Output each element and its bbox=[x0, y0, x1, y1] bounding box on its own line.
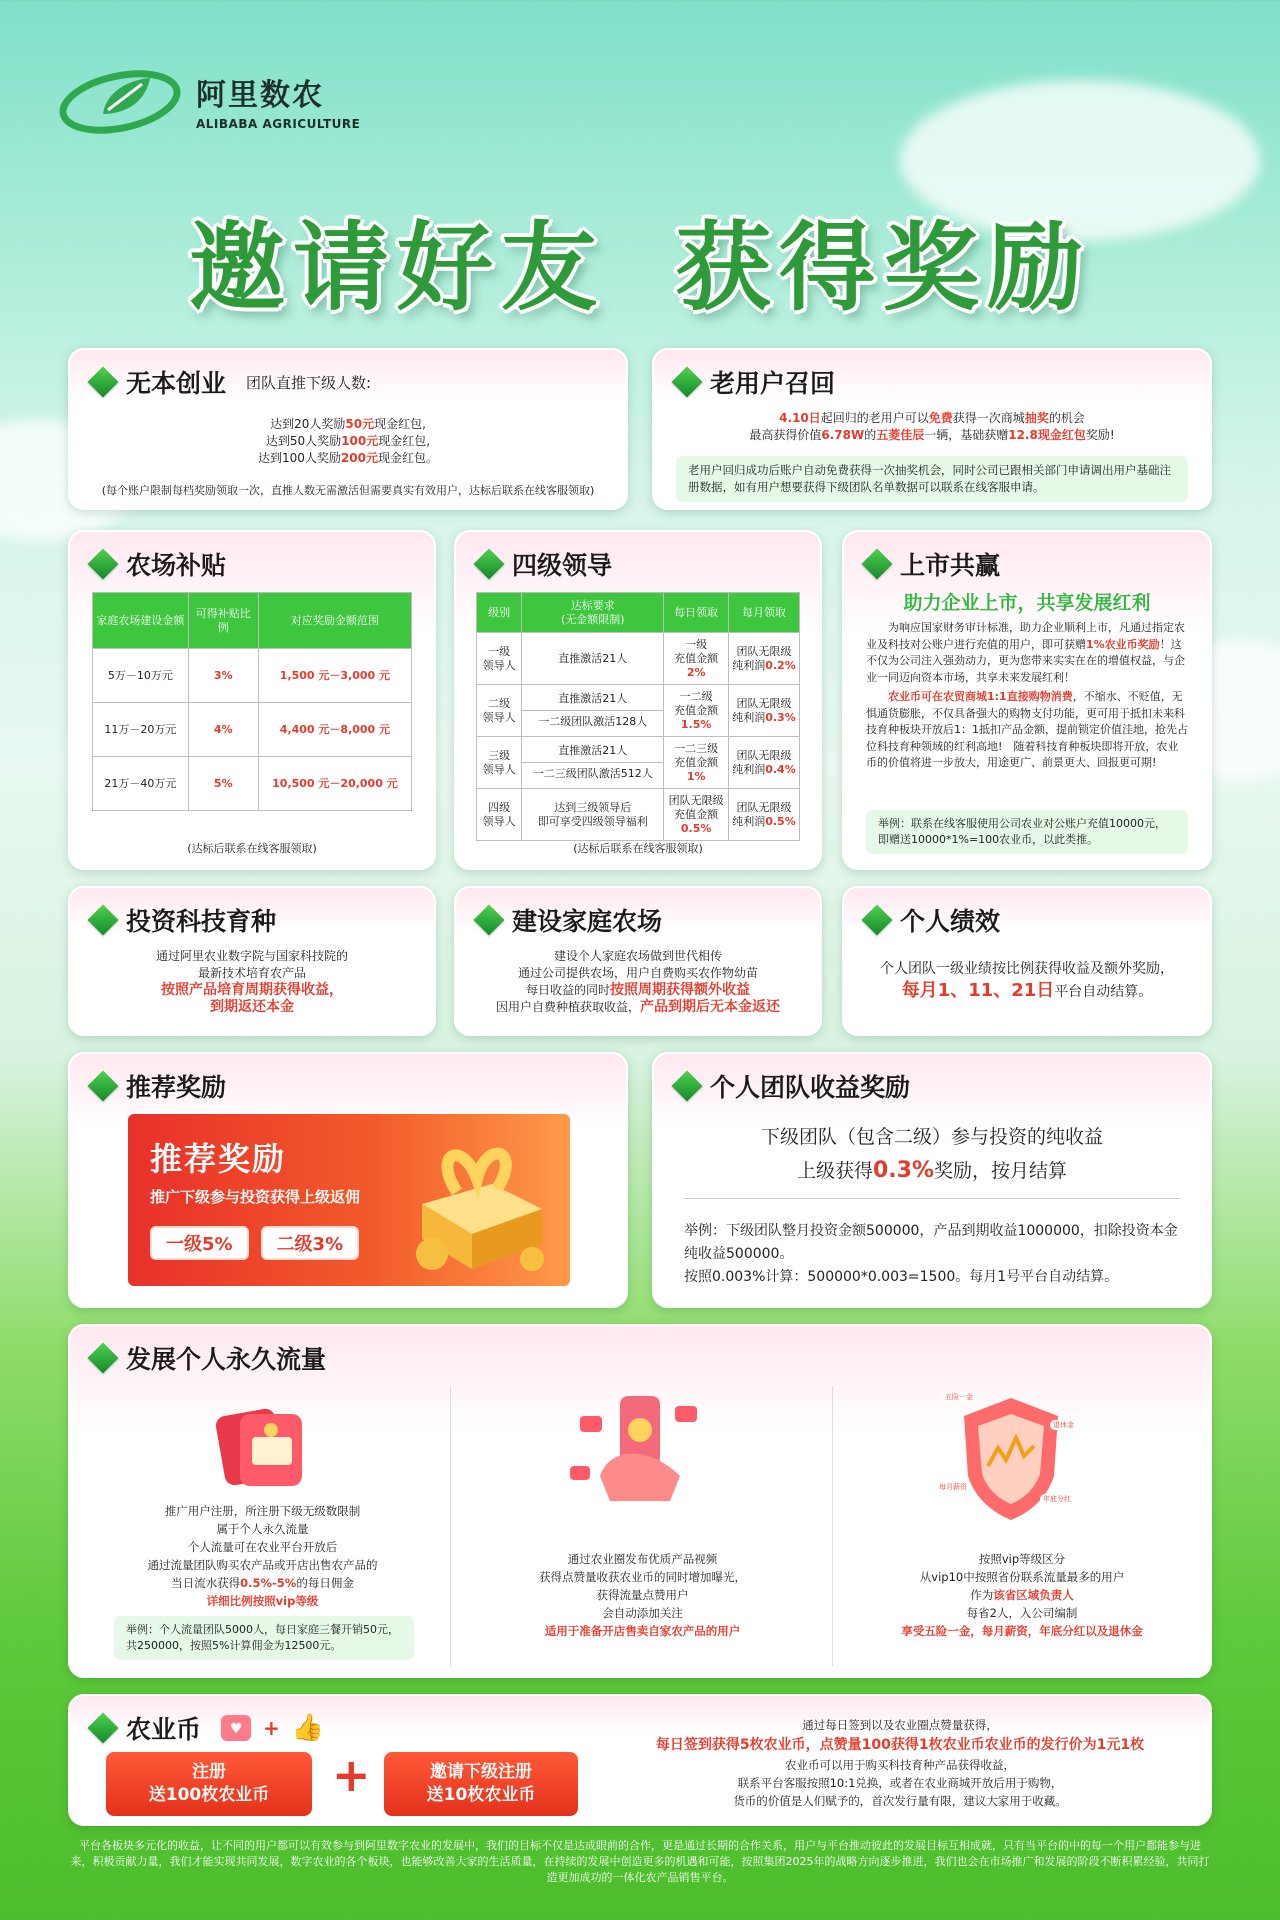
table-row: 四级 领导人 达到三级领导后 即可享受四级领导福利 团队无限级 充值金额0.5% 团队无限级 纯利润0.5% bbox=[477, 789, 800, 841]
table-header: 对应奖励金额范围 bbox=[258, 593, 411, 649]
table-header: 级别 bbox=[477, 593, 522, 633]
shield-tag: 五险一金 bbox=[942, 1392, 976, 1402]
card-tech-breeding bbox=[68, 886, 436, 1036]
headline-right: 获得奖励 bbox=[675, 211, 1091, 324]
card-title: 建设家庭农场 bbox=[478, 902, 662, 938]
phone-like-icon bbox=[570, 1386, 710, 1506]
diamond-icon bbox=[473, 548, 504, 579]
leaf-logo-icon bbox=[58, 62, 186, 138]
diamond-icon bbox=[671, 366, 702, 397]
card-title: 发展个人永久流量 bbox=[92, 1340, 326, 1376]
card-listing-win-win bbox=[842, 530, 1212, 870]
table-header: 每日领取 bbox=[664, 593, 729, 633]
card-note: (达标后联系在线客服领取) bbox=[187, 842, 317, 855]
card-title: 无本创业 团队直推下级人数: bbox=[92, 364, 371, 400]
card-title: 投资科技育种 bbox=[92, 902, 276, 938]
brand-logo bbox=[58, 62, 360, 138]
referral-banner bbox=[128, 1114, 570, 1286]
card-team-income-reward bbox=[652, 1052, 1212, 1308]
traffic-column-1: 推广用户注册，所注册下级无级数限制 属于个人永久流量 个人流量可在农业平台开放后 通过流量团队购买农产品或开店出售农产品的 当日流水获得0.5%-5%的每日佣金 详细比例按照vip等级 bbox=[147, 1504, 378, 1608]
level2-rate-pill: 二级3% bbox=[261, 1226, 360, 1260]
page-headline bbox=[0, 192, 1280, 329]
diamond-icon bbox=[671, 1070, 702, 1101]
subsidy-table bbox=[92, 592, 412, 811]
logo-chinese-name: 阿里数农 bbox=[196, 77, 324, 113]
column-divider bbox=[450, 1386, 451, 1666]
listing-description: 为响应国家财务审计标准，助力企业顺利上市，凡通过指定农业及科技对公账户进行充值的用户，即可获赠1%农业币奖励！这不仅为公司注入强劲动力，更为您带来实实在在的增值权益，与企业一同迈向资本市场，共享未来发展红利！ 农业币可在农贸商城1:1直接购物消费，不缩水、不贬值，无惧通货膨胀，不仅具备强大的购物支付功能，更可用于抵扣未来科技育种板块开放后1：1抵扣产品金额，提前锁定价值洼地，抢先占位科技育种领域的红利高地! 随着科技育种板块即将开放，农业币的价值将进一步放大，用途更广、前景更大、回报更可期! bbox=[866, 621, 1188, 769]
column-divider bbox=[832, 1386, 833, 1666]
register-bonus-button[interactable]: 注册 送100枚农业币 bbox=[106, 1752, 312, 1816]
traffic-column-3: 按照vip等级区分 从vip10中按照省份联系流量最多的用户 作为该省区域负责人 每省2人，入公司编制 享受五险一金，每月薪资，年底分红以及退休金 bbox=[901, 1552, 1143, 1638]
card-family-farm bbox=[454, 886, 822, 1036]
table-header: 家庭农场建设金额 bbox=[93, 593, 189, 649]
table-row: 一级 领导人 直推激活21人 一级 充值金额2% 团队无限级 纯利润0.2% bbox=[477, 633, 800, 685]
level1-rate-pill: 一级5% bbox=[150, 1226, 249, 1260]
table-header: 每月领取 bbox=[728, 593, 799, 633]
gift-box-icon bbox=[402, 1134, 552, 1274]
card-referral-reward bbox=[68, 1052, 628, 1308]
banner-subtitle: 推广下级参与投资获得上级返佣 bbox=[150, 1188, 361, 1206]
divider bbox=[684, 1198, 1180, 1199]
card-note: (每个账户限制每档奖励领取一次，直推人数无需激活但需要真实有效用户，达标后联系在线客服领取) bbox=[101, 484, 595, 497]
banner-title: 推荐奖励 bbox=[150, 1140, 287, 1178]
info-box: 举例：个人流量团队5000人，每日家庭三餐开销50元，共250000，按照5%计算佣金为12500元。 bbox=[114, 1616, 414, 1660]
card-permanent-traffic bbox=[68, 1324, 1212, 1678]
table-row: 21万－40万元 5% 10,500 元－20,000 元 bbox=[93, 757, 412, 811]
table-row: 二级 领导人 直推激活21人 一二级团队激活128人 一二级 充值金额1.5% 团队无限级 纯利润0.3% bbox=[477, 685, 800, 737]
card-title: 农场补贴 bbox=[92, 546, 226, 582]
footer-text: 平台各板块多元化的收益，让不同的用户都可以有效参与到阿里数字农业的发展中，我们的目标不仅是达成眼前的合作，更是通过长期的合作关系，用户与平台推动彼此的发展目标互相成就，只有当平台的中的每一个用户都能参与进来，积极贡献力量，我们才能实现共同发展，数字农业的各个板块，也能够改善大家的生活质量，在持续的发展中创造更多的机遇和可能，按照集团2025年的战略方向逐步推进，我们也会在市场推广和发展的阶段不断积累经验，共同打造更加成功的一体化农产品销售平台。 bbox=[70, 1839, 1210, 1884]
agri-coin-description: 通过每日签到以及农业圈点赞量获得， 每日签到获得5枚农业币，点赞量100获得1枚农业币农业币的发行价为1元1枚 农业币可以用于购买科技育种产品获得收益， 联系平台客服按照10:1兑换，或者在农业商城开放后用于购物， 货币的价值是人们赋予的，首次发行量有限，建议大家用于收藏。 bbox=[655, 1718, 1145, 1808]
headline-left: 邀请好友 bbox=[189, 211, 605, 324]
card-title: 推荐奖励 bbox=[92, 1068, 226, 1104]
card-title: 个人团队收益奖励 bbox=[676, 1068, 910, 1104]
table-row: 11万－20万元 4% 4,400 元－8,000 元 bbox=[93, 703, 412, 757]
plus-icon: + bbox=[263, 1716, 280, 1740]
thumbs-up-icon: 👍 bbox=[291, 1713, 325, 1743]
info-box: 举例：联系在线客服使用公司农业对公账户充值10000元，即赠送10000*1%=100农业币，以此类推。 bbox=[866, 810, 1188, 854]
diamond-icon bbox=[87, 1712, 118, 1743]
example-text: 举例：下级团队整月投资金额500000，产品到期收益1000000，扣除投资本金纯收益500000。 按照0.003%计算：500000*0.003=1500。每月1号平台自动结算。 bbox=[684, 1223, 1178, 1285]
leader-table bbox=[476, 592, 800, 841]
recall-offer: 4.10日起回归的老用户可以免费获得一次商城抽奖的机会 最高获得价值6.78W的五菱佳辰一辆，基础获赠12.8现金红包奖励! bbox=[749, 411, 1115, 442]
table-row: 5万－10万元 3% 1,500 元－3,000 元 bbox=[93, 649, 412, 703]
card-no-capital-startup bbox=[68, 348, 628, 510]
card-title: 老用户召回 bbox=[676, 364, 835, 400]
shield-tag: 退休金 bbox=[1050, 1420, 1077, 1430]
table-header: 达标要求 (无金额限制) bbox=[522, 593, 664, 633]
card-subtitle: 助力企业上市，共享发展红利 bbox=[903, 592, 1151, 614]
card-agri-coin bbox=[68, 1694, 1212, 1826]
reward-tiers: 达到20人奖励50元现金红包, 达到50人奖励100元现金红包, 达到100人奖励200元现金红包。 bbox=[258, 417, 438, 465]
diamond-icon bbox=[87, 904, 118, 935]
table-row: 三级 领导人 直推激活21人 一二三级团队激活512人 一二三级 充值金额1% 团队无限级 纯利润0.4% bbox=[477, 737, 800, 789]
traffic-column-2: 通过农业圈发布优质产品视频 获得点赞量收获农业币的同时增加曝光， 获得流量点赞用户 会自动添加关注 适用于准备开店售卖自家农产品的用户 bbox=[539, 1552, 746, 1638]
card-title: 四级领导 bbox=[478, 546, 612, 582]
card-subtitle: 团队直推下级人数: bbox=[246, 373, 372, 392]
card-farm-subsidy bbox=[68, 530, 436, 870]
diamond-icon bbox=[861, 548, 892, 579]
card-personal-performance bbox=[842, 886, 1212, 1036]
diamond-icon bbox=[87, 548, 118, 579]
diamond-icon bbox=[861, 904, 892, 935]
card-title: 上市共赢 bbox=[866, 546, 1000, 582]
card-note: (达标后联系在线客服领取) bbox=[573, 842, 703, 855]
logo-english-name: ALIBABA AGRICULTURE bbox=[196, 116, 361, 131]
diamond-icon bbox=[87, 1070, 118, 1101]
card-body: 建设个人家庭农场做到世代相传 通过公司提供农场，用户自费购买农作物幼苗 每日收益的同时按照周期获得额外收益 因用户自费种植获取收益，产品到期后无本金返还 bbox=[495, 949, 780, 1015]
card-body: 下级团队（包含二级）参与投资的纯收益 上级获得0.3%奖励，按月结算 bbox=[760, 1126, 1103, 1183]
table-header: 可得补贴比例 bbox=[188, 593, 258, 649]
card-old-user-recall bbox=[652, 348, 1212, 510]
diamond-icon bbox=[473, 904, 504, 935]
shield-tag: 每月薪资 bbox=[936, 1482, 970, 1492]
invite-bonus-button[interactable]: 邀请下级注册 送10枚农业币 bbox=[384, 1752, 578, 1816]
card-title: 个人绩效 bbox=[866, 902, 1000, 938]
plus-icon: + bbox=[332, 1748, 371, 1802]
red-envelope-icon bbox=[200, 1392, 320, 1492]
shield-tag: 年底分红 bbox=[1040, 1494, 1074, 1504]
card-body: 通过阿里农业数字院与国家科技院的 最新技术培育农产品 按照产品培育周期获得收益， 到期返还本金 bbox=[155, 949, 348, 1015]
vip-shield-icon bbox=[936, 1386, 1086, 1526]
diamond-icon bbox=[87, 1342, 118, 1373]
diamond-icon bbox=[87, 366, 118, 397]
info-box: 老用户回归成功后账户自动免费获得一次抽奖机会，同时公司已跟相关部门申请调出用户基础注册数据，如有用户想要获得下级团队名单数据可以联系在线客服申请。 bbox=[676, 456, 1188, 502]
calendar-heart-icon: ♥ bbox=[221, 1715, 251, 1741]
card-title: 农业币 ♥ + 👍 bbox=[92, 1710, 324, 1746]
card-four-level-leader bbox=[454, 530, 822, 870]
card-body: 个人团队一级业绩按比例获得收益及额外奖励， 每月1、11、21日平台自动结算。 bbox=[880, 961, 1174, 1001]
